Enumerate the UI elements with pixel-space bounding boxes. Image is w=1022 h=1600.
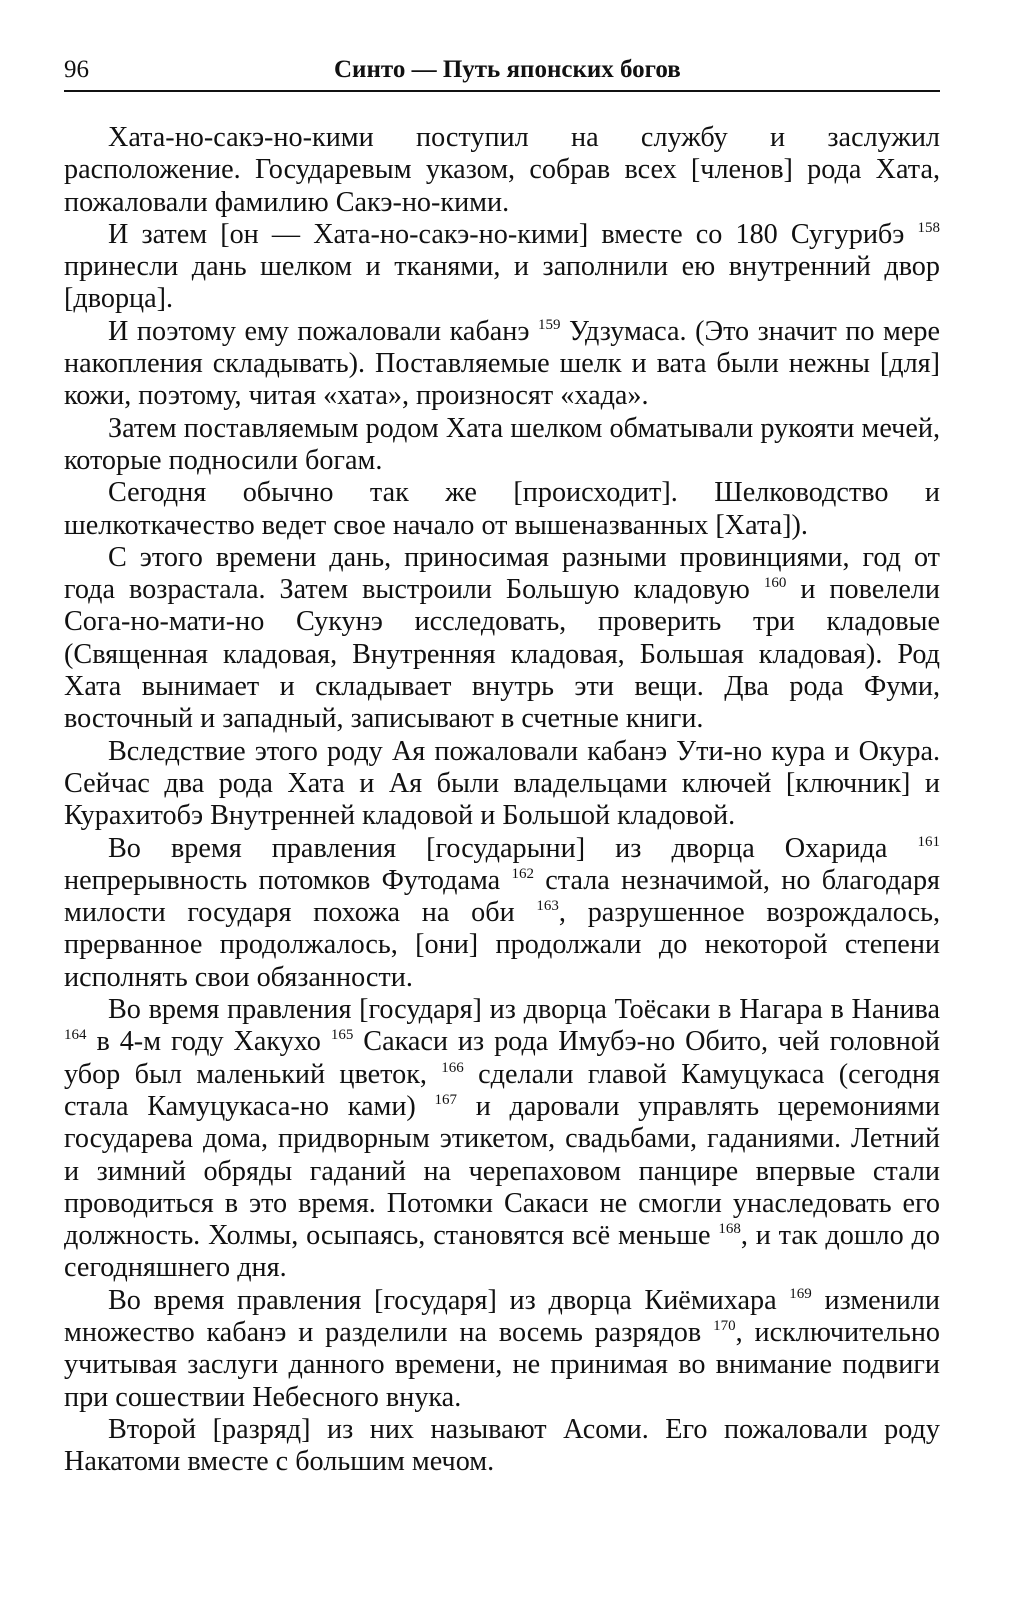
paragraph-text: в 4-м году Хакухо: [86, 1026, 331, 1058]
body-text: [64, 122, 940, 1478]
paragraph-text: Во время правления [государя] из дворца Тоёсаки в Нагара в Нанива: [108, 994, 940, 1026]
paragraph-text: С этого времени дань, приносимая разными провинциями, год от года возрастала. Затем выстроили Большую кладовую: [64, 541, 940, 606]
footnote-marker: 164: [64, 1027, 87, 1044]
footnote-marker: 166: [441, 1059, 464, 1076]
paragraph-text: Сегодня обычно так же [происходит]. Шелководство и шелкоткачество ведет свое начало от вышеназванных [Хата]).: [64, 477, 940, 541]
paragraph-text: Во время правления [государя] из дворца Киёмихара: [108, 1284, 790, 1316]
paragraph-text: Вследствие этого роду Ая пожаловали кабанэ Ути-но кура и Окура. Сейчас два рода Хата и Ая были владельцами ключей [ключник] и Курахитобэ Внутренней кладовой и Большой кладовой.: [64, 735, 940, 832]
paragraph-text: и повелели Сога-но-мати-но Сукунэ исследовать, проверить три кладовые (Священная кладовая, Внутренняя кладовая, Большая кладовая). Род Хата вынимает и складывает внутрь эти вещи. Два рода Фуми, восточный и западный, записывают в счетные книги.: [64, 574, 940, 735]
paragraph: [64, 413, 940, 478]
paragraph-text: изменили множество кабанэ и разделили на восемь разрядов: [64, 1284, 940, 1348]
paragraph-text: принесли дань шелком и тканями, и заполнили ею внутренний двор [дворца].: [64, 251, 940, 315]
paragraph-text: , разрушенное возрождалось, прерванное продолжалось, [они] продолжали до некоторой степени исполнять свои обязанности.: [64, 897, 940, 993]
paragraph: [64, 994, 940, 1285]
footnote-marker: 163: [536, 898, 559, 915]
paragraph-text: Сакаси из рода Имубэ-но Обито, чей головной убор был маленький цветок,: [64, 1026, 940, 1090]
paragraph-text: непрерывность потомков Футодама: [64, 864, 512, 896]
paragraph: [64, 477, 940, 542]
paragraph-text: сделали главой Камуцукаса (сегодня стала Камуцукаса-но ками): [64, 1058, 940, 1122]
paragraph-text: Затем поставляемым родом Хата шелком обматывали рукояти мечей, которые подносили богам.: [64, 412, 940, 476]
paragraph: [64, 316, 940, 413]
footnote-marker: 162: [511, 865, 534, 882]
paragraph: [64, 1285, 940, 1414]
paragraph-text: Удзумаса. (Это значит по мере накопления складывать). Поставляемые шелк и вата были нежны [для] кожи, поэтому, читая «хата», произносят «хада».: [64, 315, 941, 412]
paragraph: [64, 833, 940, 994]
paragraph-text: И затем [он — Хата-но-сакэ-но-кими] вместе со 180 Сугурибэ: [108, 218, 918, 250]
paragraph-text: , и так дошло до сегодняшнего дня.: [64, 1220, 940, 1284]
paragraph: [64, 736, 940, 833]
footnote-marker: 160: [763, 575, 787, 592]
page-number: 96: [64, 56, 89, 83]
paragraph-text: стала незначимой, но благодаря милости государя похожа на оби: [64, 864, 940, 929]
footnote-marker: 159: [538, 316, 561, 333]
running-head: [64, 50, 940, 92]
paragraph-text: И поэтому ему пожаловали кабанэ: [108, 315, 539, 347]
paragraph-text: , исключительно учитывая заслуги данного времени, не принимая во внимание подвиги при сошествии Небесного внука.: [64, 1316, 941, 1413]
footnote-marker: 165: [330, 1027, 354, 1044]
paragraph: [64, 219, 940, 316]
paragraph-text: Хата-но-сакэ-но-кими поступил на службу и заслужил расположение. Государевым указом, собрав всех [членов] рода Хата, пожаловали фамилию Сакэ-но-кими.: [64, 122, 940, 218]
footnote-marker: 168: [718, 1221, 741, 1238]
paragraph: [64, 1414, 940, 1479]
footnote-marker: 167: [434, 1091, 458, 1108]
book-page: [64, 50, 940, 1478]
running-title: Синто — Путь японских богов: [334, 56, 681, 83]
paragraph-text: Второй [разряд] из них называют Асоми. Его пожаловали роду Накатоми вместе с большим мечом.: [64, 1413, 940, 1478]
paragraph: [64, 542, 940, 736]
footnote-marker: 169: [789, 1285, 812, 1302]
paragraph-text: Во время правления [государыни] из дворца Охарида: [108, 832, 918, 864]
footnote-marker: 161: [917, 833, 940, 850]
footnote-marker: 170: [713, 1317, 736, 1334]
footnote-marker: 158: [917, 219, 940, 236]
paragraph: [64, 122, 940, 219]
paragraph-text: и даровали управлять церемониями государева дома, придворным этикетом, свадьбами, гаданиями. Летний и зимний обряды гаданий на черепаховом панцире впервые стали проводиться в это время. Потомки Сакаси не смогли унаследовать его должность. Холмы, осыпаясь, становятся всё меньше: [64, 1090, 941, 1252]
